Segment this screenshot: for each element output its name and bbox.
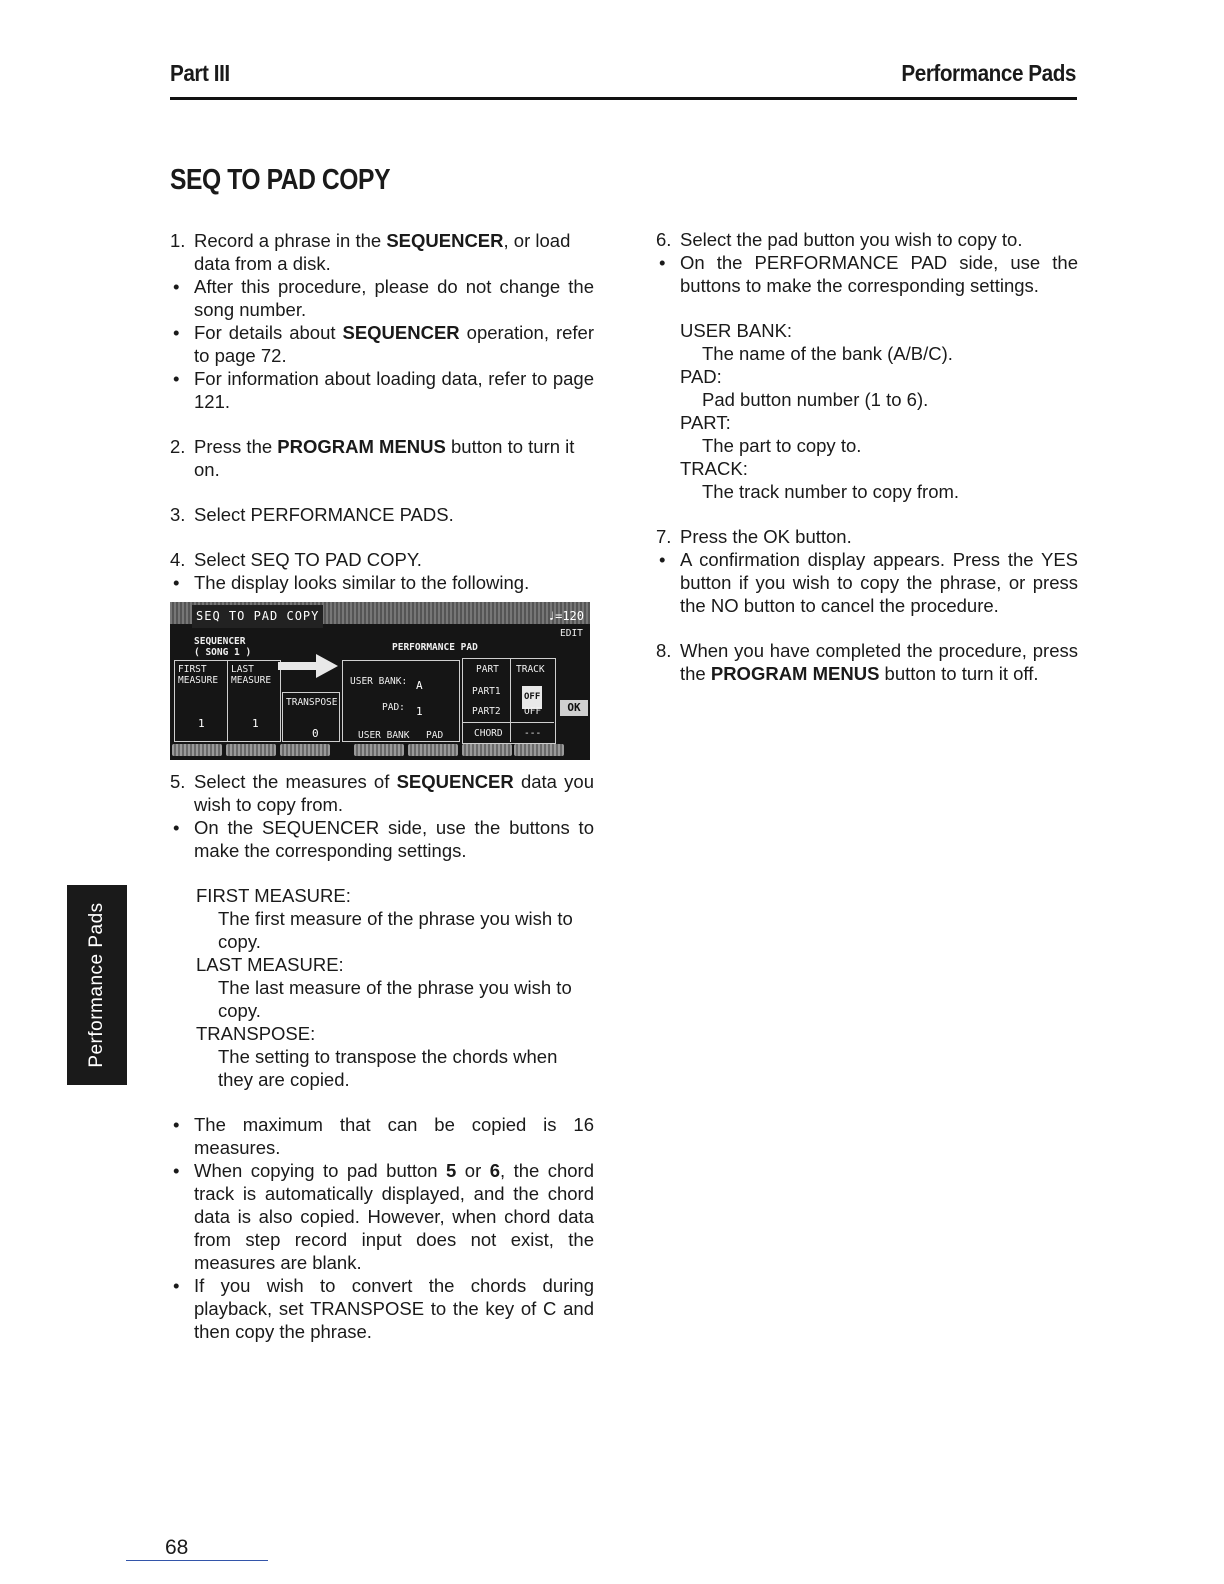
sequencer-definitions [170,884,594,1091]
def-term-last-measure: LAST MEASURE: [196,954,344,975]
note-3: • If you wish to convert the chords during playback, set TRANSPOSE to the key of C and then copy the phrase. [170,1274,594,1343]
step-3: 3. Select PERFORMANCE PADS. [170,504,454,525]
def-term-first-measure: FIRST MEASURE: [196,885,351,906]
running-header-part: Part III [170,60,230,86]
lcd-footer-pad: PAD [426,730,444,741]
step-7: 7. Press the OK button. [656,526,852,547]
lcd-track-header: TRACK [516,664,545,675]
lcd-title: SEQ TO PAD COPY [192,605,323,628]
lcd-song-label: ( SONG 1 ) [194,647,252,658]
def-desc-first-measure: The first measure of the phrase you wish to copy. [218,908,573,952]
step-1-bullet-2: • For details about SEQUENCER operation, refer to page 72. [170,321,594,367]
def-desc-part: The part to copy to. [702,435,862,456]
step-5-bullet: • On the SEQUENCER side, use the buttons to make the corresponding settings. [170,816,594,862]
lcd-transpose-value: 0 [312,727,319,740]
section-title: SEQ TO PAD COPY [170,164,391,196]
def-desc-last-measure: The last measure of the phrase you wish to copy. [218,977,572,1021]
lcd-transpose-label: TRANSPOSE [286,697,338,708]
step-1-bullet-1: • After this procedure, please do not change the song number. [170,275,594,321]
step-7-bullet: • A confirmation display appears. Press the YES button if you wish to copy the phrase, or press the NO button to cancel the procedure. [656,548,1078,617]
lcd-softkey [226,744,276,756]
step-5: 5. Select the measures of SEQUENCER data you wish to copy from. [170,771,594,815]
lcd-title-bar [170,602,590,624]
def-desc-user-bank: The name of the bank (A/B/C). [702,343,953,364]
lcd-user-bank-value: A [416,679,423,692]
lcd-part1: PART1 [472,686,501,697]
lcd-softkey [280,744,330,756]
lcd-last-label: LAST MEASURE [231,664,272,686]
lcd-display [170,602,590,760]
lcd-arrow-icon [278,654,338,678]
def-desc-transpose: The setting to transpose the chords when they are copied. [218,1046,558,1090]
lcd-softkey [462,744,512,756]
step-6-bullet: • On the PERFORMANCE PAD side, use the buttons to make the corresponding settings. [656,251,1078,297]
def-desc-track: The track number to copy from. [702,481,960,502]
lcd-part2-value: OFF [524,706,542,717]
step-4: 4. Select SEQ TO PAD COPY. [170,549,422,570]
left-column [170,229,594,1343]
header-rule [170,97,1077,100]
step-1-bullet-3: • For information about loading data, refer to page 121. [170,367,594,413]
lcd-pad-label: PAD: [382,702,405,713]
lcd-first-label: FIRST MEASURE [178,664,219,686]
page-number: 68 [165,1536,189,1559]
step-4-bullet: • The display looks similar to the following. [170,571,594,594]
lcd-footer-user-bank: USER BANK [358,730,410,741]
lcd-part-header: PART [476,664,499,675]
def-term-transpose: TRANSPOSE: [196,1023,316,1044]
lcd-part1-value: OFF [522,686,542,709]
lcd-last-value: 1 [252,717,259,730]
step-6: 6. Select the pad button you wish to copy to. [656,229,1023,250]
lcd-softkey [408,744,458,756]
lcd-sequencer-label: SEQUENCER [194,636,246,647]
lcd-softkey [172,744,222,756]
def-term-user-bank: USER BANK: [680,320,793,341]
note-1: • The maximum that can be copied is 16 measures. [170,1113,594,1159]
lcd-softkey [514,744,564,756]
lcd-ok-button: OK [560,700,588,716]
lcd-chord: CHORD [474,728,503,739]
lcd-perf-pad-label: PERFORMANCE PAD [392,642,478,653]
page-number-rule [126,1560,268,1561]
running-header-chapter: Performance Pads [901,60,1076,86]
lcd-part2: PART2 [472,706,501,717]
def-desc-pad: Pad button number (1 to 6). [702,389,929,410]
lcd-edit-label: EDIT [560,628,583,639]
lcd-softkey [354,744,404,756]
lcd-pad-value: 1 [416,705,423,718]
side-tab-label: Performance Pads [86,902,107,1068]
lcd-tempo: ♩=120 [547,609,584,623]
step-2: 2. Press the PROGRAM MENUS button to turn it on. [170,436,575,480]
chapter-side-tab [67,885,127,1085]
step-8: 8. When you have completed the procedure, press the PROGRAM MENUS button to turn it off. [656,640,1078,684]
pad-definitions [656,319,1078,503]
def-term-part: PART: [680,412,731,433]
def-term-track: TRACK: [680,458,748,479]
right-column [656,228,1078,685]
lcd-softkey-row [170,744,590,758]
lcd-first-value: 1 [198,717,205,730]
lcd-chord-value: --- [524,728,542,739]
def-term-pad: PAD: [680,366,722,387]
note-2: • When copying to pad button 5 or 6, the chord track is automatically displayed, and the chord data is also copied. However, when chord data from step record input does not exist, the measures are blank. [170,1159,594,1274]
step-1: 1. Record a phrase in the SEQUENCER, or load data from a disk. [170,230,571,274]
lcd-user-bank-label: USER BANK: [350,676,408,687]
